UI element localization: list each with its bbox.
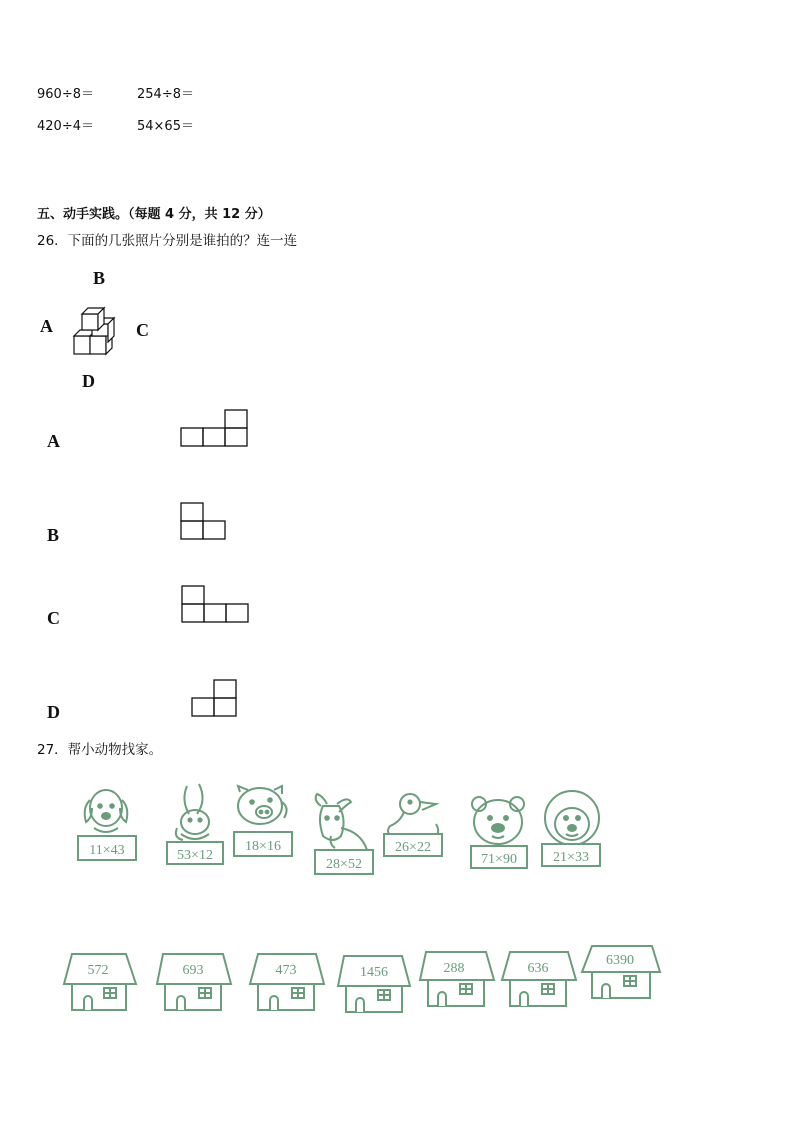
house-number: 288 <box>443 961 465 976</box>
pig-icon <box>230 782 300 866</box>
view-label-d: D <box>47 702 60 722</box>
houses-row <box>0 948 794 1018</box>
calc-54-times-65: 54×65＝ <box>137 119 194 134</box>
monkey-expr: 21×33 <box>553 850 589 865</box>
bear-icon <box>467 794 533 888</box>
view-a-shape <box>180 409 250 449</box>
calc-420-div-4: 420÷4＝ <box>37 119 94 134</box>
dog-icon <box>72 784 142 870</box>
rabbit-icon <box>163 778 233 870</box>
cube-label-a: A <box>40 316 53 336</box>
house-636 <box>500 950 582 1012</box>
goat-expr: 28×52 <box>326 857 362 872</box>
view-label-a: A <box>47 431 60 451</box>
dog-expr: 11×43 <box>89 843 125 858</box>
house-number: 693 <box>182 963 204 978</box>
rabbit-expr: 53×12 <box>177 848 213 863</box>
house-number: 636 <box>527 961 549 976</box>
goat-icon <box>307 792 379 892</box>
duck-expr: 26×22 <box>395 840 431 855</box>
house-number: 1456 <box>360 965 388 980</box>
animals-row <box>0 780 794 880</box>
calc-254-div-8: 254÷8＝ <box>137 87 194 102</box>
bear-expr: 71×90 <box>481 852 517 867</box>
view-c-shape <box>181 585 253 625</box>
house-473 <box>246 952 328 1014</box>
house-693 <box>153 950 235 1012</box>
house-1456 <box>334 954 416 1016</box>
view-b-shape <box>180 502 230 542</box>
view-label-c: C <box>47 608 60 628</box>
duck-icon <box>380 790 450 874</box>
q26-text: 26．下面的几张照片分别是谁拍的？连一连 <box>37 233 298 249</box>
section-five-title: 五、动手实践。（每题 4 分，共 12 分） <box>37 207 271 222</box>
cube-label-d: D <box>82 371 95 391</box>
cube-label-b: B <box>93 268 106 288</box>
house-number: 572 <box>87 963 109 978</box>
cube-stack-drawing <box>72 306 122 356</box>
house-number: 473 <box>275 963 297 978</box>
monkey-icon <box>538 790 610 882</box>
house-6390 <box>580 944 662 1006</box>
view-d-shape <box>191 679 241 719</box>
house-288 <box>416 950 498 1012</box>
view-label-b: B <box>47 525 60 545</box>
pig-expr: 18×16 <box>245 839 281 854</box>
house-number: 6390 <box>606 953 634 968</box>
q27-text: 27．帮小动物找家。 <box>37 742 163 758</box>
cube-label-c: C <box>136 320 149 340</box>
house-572 <box>58 950 140 1012</box>
calc-960-div-8: 960÷8＝ <box>37 87 94 102</box>
